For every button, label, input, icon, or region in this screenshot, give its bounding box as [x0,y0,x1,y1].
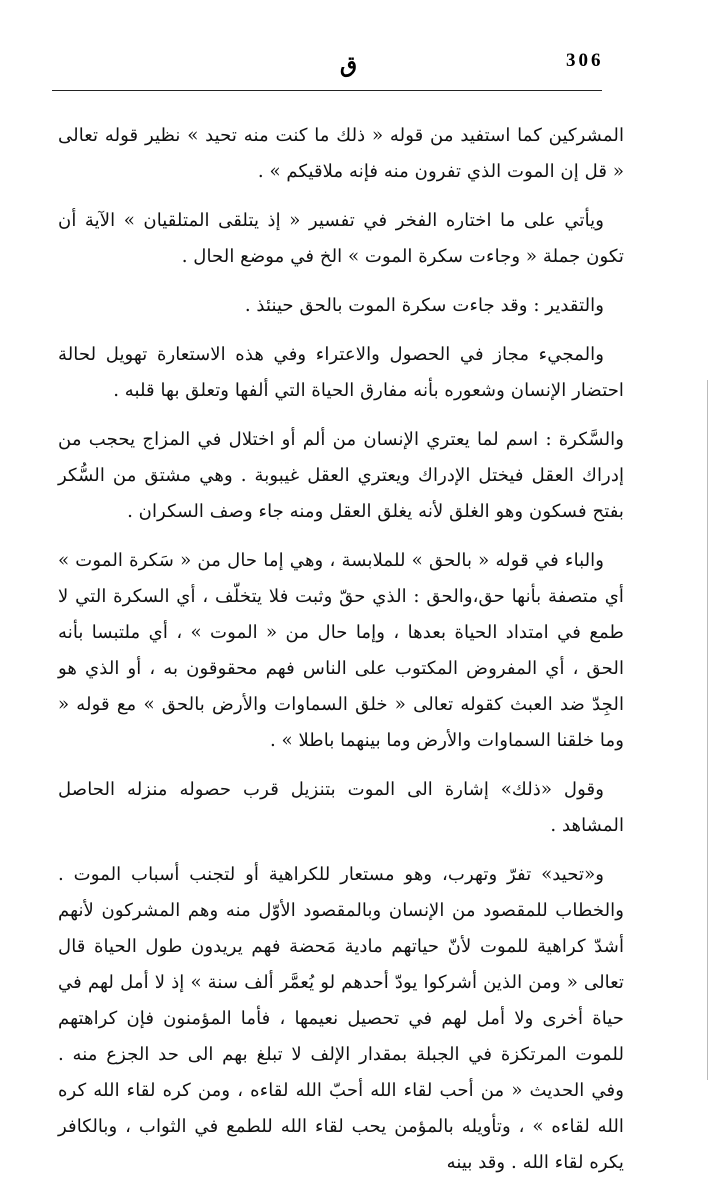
paragraph: المشركين كما استفيد من قوله « ذلك ما كنت منه تحيد » نظير قوله تعالى « قل إن الموت الذي تفرون منه فإنه ملاقيكم » . [58,125,624,182]
paragraph: ويأتي على ما اختاره الفخر في تفسير « إذ يتلقى المتلقيان » الآية أن تكون جملة « وجاءت سكرة الموت » الخ في موضع الحال . [58,210,624,267]
page-number: 306 [566,50,604,71]
page-edge-line [707,380,708,1080]
paragraph: والمجيء مجاز في الحصول والاعتراء وفي هذه الاستعارة تهويل لحالة احتضار الإنسان وشعوره بأنه مفارق الحياة التي ألفها وتعلق بها قلبه . [58,344,624,401]
paragraph: والسَّكرة : اسم لما يعتري الإنسان من ألم أو اختلال في المزاج يحجب من إدراك العقل فيختل الإدراك ويعتري العقل غيبوبة . وهي مشتق من السُّكر بفتح فسكون وهو الغلق لأنه يغلق العقل ومنه جاء وصف السكران . [58,429,624,522]
header-rule [52,90,602,91]
paragraph: وقول «ذلك» إشارة الى الموت بتنزيل قرب حصوله منزله الحاصل المشاهد . [58,779,624,836]
body-text [58,118,624,1194]
paragraph: والتقدير : وقد جاءت سكرة الموت بالحق حينئذ . [244,295,604,316]
paragraph: و«تحيد» تفرّ وتهرب، وهو مستعار للكراهية أو لتجنب أسباب الموت . والخطاب للمقصود من الإنسان وبالمقصود الأوّل منه وهم المشركون لأنهم أشدّ كراهية للموت لأنّ حياتهم مادية مَحضة فهم يريدون طول الحياة قال تعالى « ومن الذين أشركوا يودّ أحدهم لو يُعمَّر ألف سنة » إذ لا أمل لهم في حياة أخرى ولا أمل لهم في تحصيل نعيمها ، فأما المؤمنون فإن كراهتهم للموت المرتكزة في الجبلة بمقدار الإلف لا تبلغ بهم الى حد الجزع منه . وفي الحديث « من أحب لقاء الله أحبّ الله لقاءه ، ومن كره لقاء الله كره الله لقاءه » ، وتأويله بالمؤمن يحب لقاء الله للطمع في الثواب ، وبالكافر يكره لقاء الله . وقد بينه [58,864,624,1173]
running-title: ق [340,52,358,78]
paragraph: والباء في قوله « بالحق » للملابسة ، وهي إما حال من « سَكرة الموت » أي متصفة بأنها حق،والحق : الذي حقّ وثبت فلا يتخلّف ، أي السكرة التي لا طمع في امتداد الحياة بعدها ، وإما حال من « الموت » ، أي ملتبسا بأنه الحق ، أي المفروض المكتوب على الناس فهم محقوقون به ، أو الذي هو الجِدّ ضد العبث كقوله تعالى « خلق السماوات والأرض بالحق » مع قوله « وما خلقنا السماوات والأرض وما بينهما باطلا » . [58,550,624,751]
